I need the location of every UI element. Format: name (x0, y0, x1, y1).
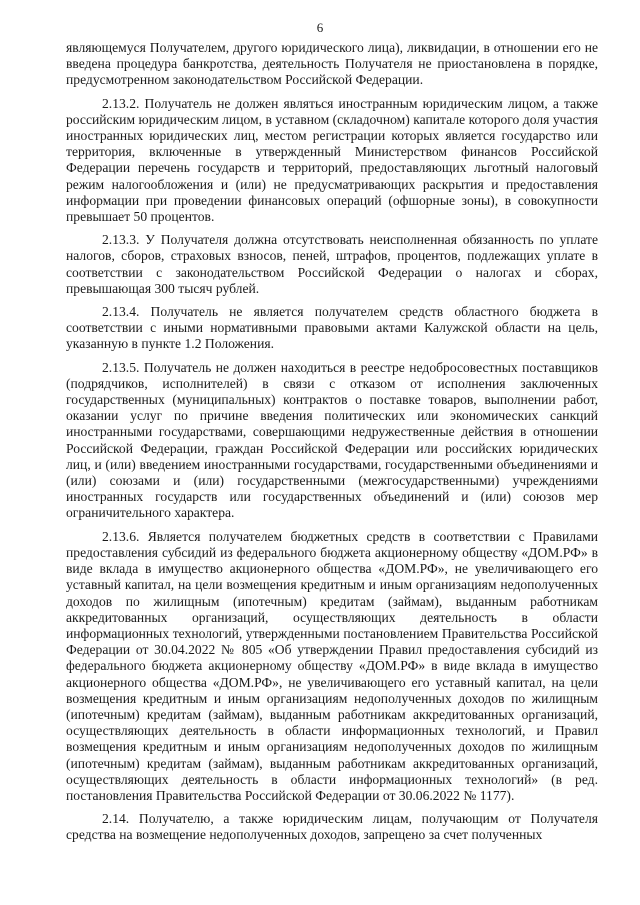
paragraph-2-13-3: 2.13.3. У Получателя должна отсутствовать неисполненная обязанность по уплате налогов, сборов, страховых взносов, пеней, штрафов, процентов, подлежащих уплате в соответствии с законодательством Российской Федерации о налогах и сборах, превышающая 300 тысяч рублей. (66, 232, 598, 296)
paragraph-2-13-4: 2.13.4. Получатель не является получателем средств областного бюджета в соответствии с иными нормативными правовыми актами Калужской области на цель, указанную в пункте 1.2 Положения. (66, 304, 598, 352)
paragraph-2-13-5: 2.13.5. Получатель не должен находиться в реестре недобросовестных поставщиков (подрядчиков, исполнителей) в связи с отказом от исполнения заключенных государственных (муниципальных) контрактов о поставке товаров, выполнении работ, оказании услуг по причине введения политических или экономических санкций иностранными государствами, совершающими недружественные действия в отношении Российской Федерации, граждан Российской Федерации или российских юридических лиц, и (или) введением иностранными государствами, государственными объединениями и (или) союзами и (или) государственными (межгосударственными) учреждениями иностранных государств или государственных объединений и (или) союзов мер ограничительного характера. (66, 359, 598, 521)
paragraph-continuation: являющемуся Получателем, другого юридического лица), ликвидации, в отношении его не введена процедура банкротства, деятельность Получателя не приостановлена в порядке, предусмотренном законодательством Российской Федерации. (66, 40, 598, 88)
page-number: 6 (316, 20, 324, 35)
document-body (66, 40, 598, 844)
paragraph-2-14: 2.14. Получателю, а также юридическим лицам, получающим от Получателя средства на возмещение недополученных доходов, запрещено за счет полученных (66, 811, 598, 843)
paragraph-2-13-6: 2.13.6. Является получателем бюджетных средств в соответствии с Правилами предоставления субсидий из федерального бюджета акционерному обществу «ДОМ.РФ» в виде вклада в имущество акционерного общества «ДОМ.РФ», не увеличивающего его уставный капитал, на цели возмещения кредитным и иным организациям недополученных доходов по жилищным (ипотечным) кредитам (займам), выданным работникам аккредитованных организаций, осуществляющих деятельность в области информационных технологий, утвержденными постановлением Правительства Российской Федерации от 30.04.2022 № 805 «Об утверждении Правил предоставления субсидий из федерального бюджета акционерному обществу «ДОМ.РФ» в виде вклада в имущество акционерного общества «ДОМ.РФ», не увеличивающего его уставный капитал, на цели возмещения кредитным и иным организациям недополученных доходов по жилищным (ипотечным) кредитам (займам), выданным работникам аккредитованных организаций, осуществляющих деятельность в области информационных технологий, и Правил возмещения кредитным и иным организациям недополученных доходов по жилищным (ипотечным) кредитам (займам), выданным работникам аккредитованных организаций, осуществляющих деятельность в области информационных технологий» (в ред. постановления Правительства Российской Федерации от 30.06.2022 № 1177). (66, 528, 598, 803)
paragraph-2-13-2: 2.13.2. Получатель не должен являться иностранным юридическим лицом, а также российским юридическим лицом, в уставном (складочном) капитале которого доля участия иностранных юридических лиц, местом регистрации которых является государство или территория, включенные в утвержденный Министерством финансов Российской Федерации перечень государств и территорий, предоставляющих льготный налоговый режим налогообложения и (или) не предусматривающих раскрытия и предоставления информации при проведении финансовых операций (офшорные зоны), в совокупности превышает 50 процентов. (66, 95, 598, 225)
